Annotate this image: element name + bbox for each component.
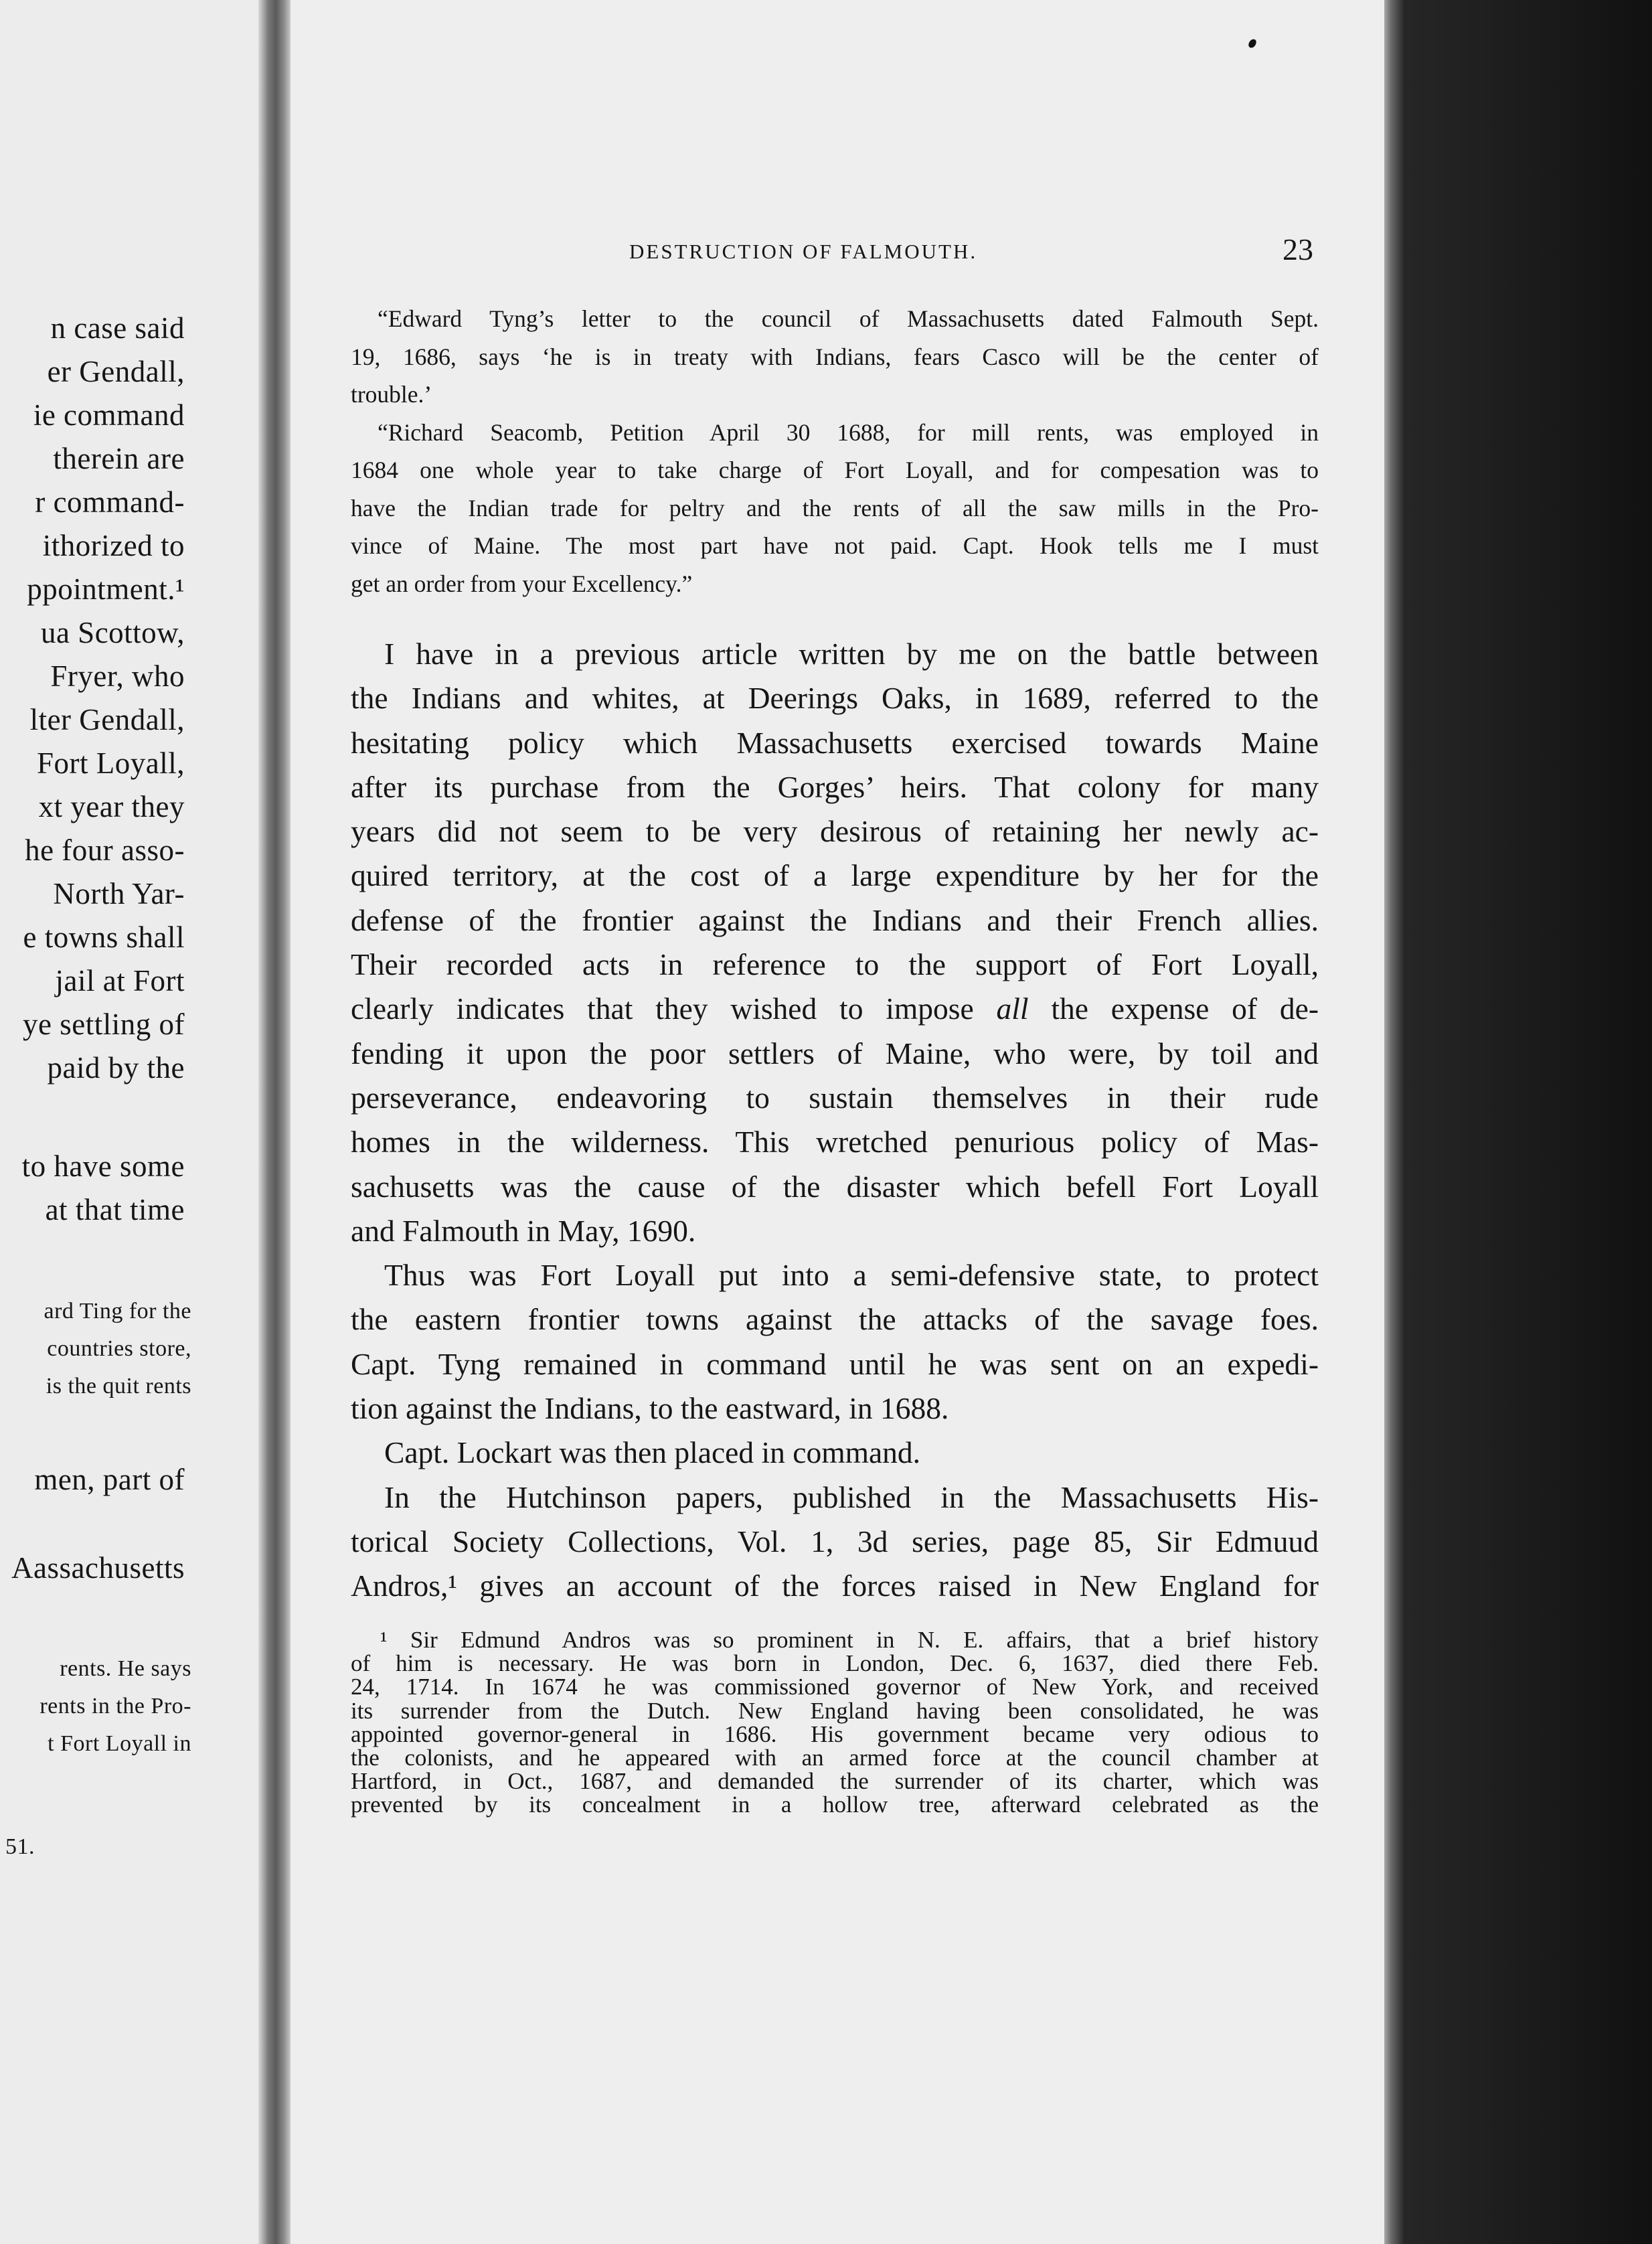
body-line: quired territory, at the cost of a large expenditure by her for the xyxy=(351,858,1319,893)
quoted-excerpt xyxy=(351,300,1319,603)
body-line: torical Society Collections, Vol. 1, 3d series, page 85, Sir Edmuud xyxy=(351,1524,1319,1558)
body-line: sachusetts was the cause of the disaster which befell Fort Loyall xyxy=(351,1169,1319,1204)
left-page-line: Fort Loyall, xyxy=(37,746,185,780)
footnote-line: of him is necessary. He was born in London, Dec. 6, 1637, died there Feb. xyxy=(351,1650,1319,1677)
body-line: and Falmouth in May, 1690. xyxy=(351,1213,696,1248)
footnote-line: the colonists, and he appeared with an armed force at the council chamber at xyxy=(351,1745,1319,1771)
quote-line: vince of Maine. The most part have not paid. Capt. Hook tells me I must xyxy=(351,532,1319,559)
footnote-line: prevented by its concealment in a hollow tree, afterward celebrated as the xyxy=(351,1791,1319,1818)
quote-line: get an order from your Excellency.” xyxy=(351,570,693,597)
body-line: fending it upon the poor settlers of Maine, who were, by toil and xyxy=(351,1036,1319,1070)
body-line: Capt. Tyng remained in command until he was sent on an expedi- xyxy=(351,1346,1319,1381)
body-line: clearly indicates that they wished to impose all the expense of de- xyxy=(351,991,1319,1026)
left-page-footnote-line: t Fort Loyall in xyxy=(48,1731,191,1756)
left-page-line: he four asso- xyxy=(25,833,185,867)
left-page-line: r command- xyxy=(35,485,185,519)
left-page-line: North Yar- xyxy=(53,877,185,910)
left-page-line: er Gendall, xyxy=(47,355,185,388)
body-line: Capt. Lockart was then placed in command. xyxy=(384,1435,921,1470)
quote-line: “Edward Tyng’s letter to the council of Massachusetts dated Falmouth Sept. xyxy=(378,305,1319,332)
quote-line: 1684 one whole year to take charge of Fort Loyall, and for compesation was to xyxy=(351,457,1319,483)
left-page-line: men, part of xyxy=(34,1463,185,1496)
quote-line: 19, 1686, says ‘he is in treaty with Indians, fears Casco will be the center of xyxy=(351,343,1319,370)
body-paragraph xyxy=(351,632,1319,1253)
footnote-line: appointed governor-general in 1686. His government became very odious to xyxy=(351,1720,1319,1747)
body-line: homes in the wilderness. This wretched penurious policy of Mas- xyxy=(351,1125,1319,1159)
quote-paragraph xyxy=(351,300,1319,414)
footnote-line: its surrender from the Dutch. New England having been consolidated, he was xyxy=(351,1697,1319,1724)
left-page-footnote-line: rents. He says xyxy=(60,1656,191,1681)
footnote-line: 24, 1714. In 1674 he was commissioned governor of New York, and received xyxy=(351,1674,1319,1700)
body-text xyxy=(351,632,1319,1609)
emphasis: all xyxy=(996,991,1029,1026)
left-page-line: lter Gendall, xyxy=(29,703,185,736)
left-page-line: ppointment.¹ xyxy=(27,572,185,606)
body-line: In the Hutchinson papers, published in the Massachusetts His- xyxy=(384,1479,1319,1514)
left-page-line: paid by the xyxy=(47,1051,185,1085)
left-page-line: Aassachusetts xyxy=(11,1551,185,1585)
quote-paragraph xyxy=(351,414,1319,603)
quote-line: “Richard Seacomb, Petition April 30 1688, for mill rents, was employed in xyxy=(378,418,1319,446)
footnote-line: Hartford, in Oct., 1687, and demanded the surrender of its charter, which was xyxy=(351,1768,1319,1795)
page-number: 23 xyxy=(1283,232,1313,266)
left-page-fragment xyxy=(0,0,258,2244)
left-page-footnote-line: rents in the Pro- xyxy=(39,1694,191,1718)
book-gutter xyxy=(258,0,291,2244)
left-page-line: therein are xyxy=(53,442,185,475)
scan-edge-background xyxy=(1384,0,1652,2244)
body-line: Andros,¹ gives an account of the forces raised in New England for xyxy=(351,1569,1319,1603)
quote-line: have the Indian trade for peltry and the rents of all the saw mills in the Pro- xyxy=(351,494,1319,522)
body-paragraph xyxy=(351,1431,1319,1475)
body-line: Thus was Fort Loyall put into a semi-defensive state, to protect xyxy=(384,1258,1319,1293)
left-page-footnote-line: ard Ting for the xyxy=(44,1299,191,1324)
body-paragraph xyxy=(351,1475,1319,1609)
left-page-line: at that time xyxy=(45,1193,185,1226)
left-page-line: Fryer, who xyxy=(50,659,185,693)
footnote-paragraph xyxy=(351,1628,1319,1817)
body-line: perseverance, endeavoring to sustain themselves in their rude xyxy=(351,1080,1319,1115)
left-page-line: ie command xyxy=(33,398,185,432)
left-page-line: ye settling of xyxy=(23,1008,185,1041)
footnote xyxy=(351,1628,1319,1817)
left-page-line: n case said xyxy=(50,311,185,345)
body-line: I have in a previous article written by me on the battle between xyxy=(384,637,1319,671)
left-page-footnote-line: countries store, xyxy=(47,1336,191,1361)
left-page-line: xt year they xyxy=(38,790,185,823)
left-page-footnote-line: is the quit rents xyxy=(46,1374,191,1398)
left-page-line: to have some xyxy=(21,1149,185,1183)
body-line: Their recorded acts in reference to the support of Fort Loyall, xyxy=(351,947,1319,982)
body-line: defense of the frontier against the Indians and their French allies. xyxy=(351,902,1319,937)
left-page-line: ua Scottow, xyxy=(40,616,185,649)
body-line: tion against the Indians, to the eastward, in 1688. xyxy=(351,1391,949,1426)
left-page-line: e towns shall xyxy=(23,920,185,954)
body-line: after its purchase from the Gorges’ heirs. That colony for many xyxy=(351,769,1319,804)
running-title: DESTRUCTION OF FALMOUTH. xyxy=(629,240,978,263)
quote-line: trouble.’ xyxy=(351,381,432,408)
left-page-line: jail at Fort xyxy=(55,964,185,997)
left-page-line: ithorized to xyxy=(42,529,185,562)
body-line: hesitating policy which Massachusetts exercised towards Maine xyxy=(351,725,1319,760)
body-line: the Indians and whites, at Deerings Oaks, in 1689, referred to the xyxy=(351,681,1319,716)
body-line: years did not seem to be very desirous of retaining her newly ac- xyxy=(351,814,1319,849)
body-paragraph xyxy=(351,1253,1319,1431)
footnote-line: ¹ Sir Edmund Andros was so prominent in N. E. affairs, that a brief history xyxy=(380,1627,1319,1653)
body-line: the eastern frontier towns against the attacks of the savage foes. xyxy=(351,1302,1319,1337)
left-page-footnote-line: 51. xyxy=(5,1834,35,1859)
